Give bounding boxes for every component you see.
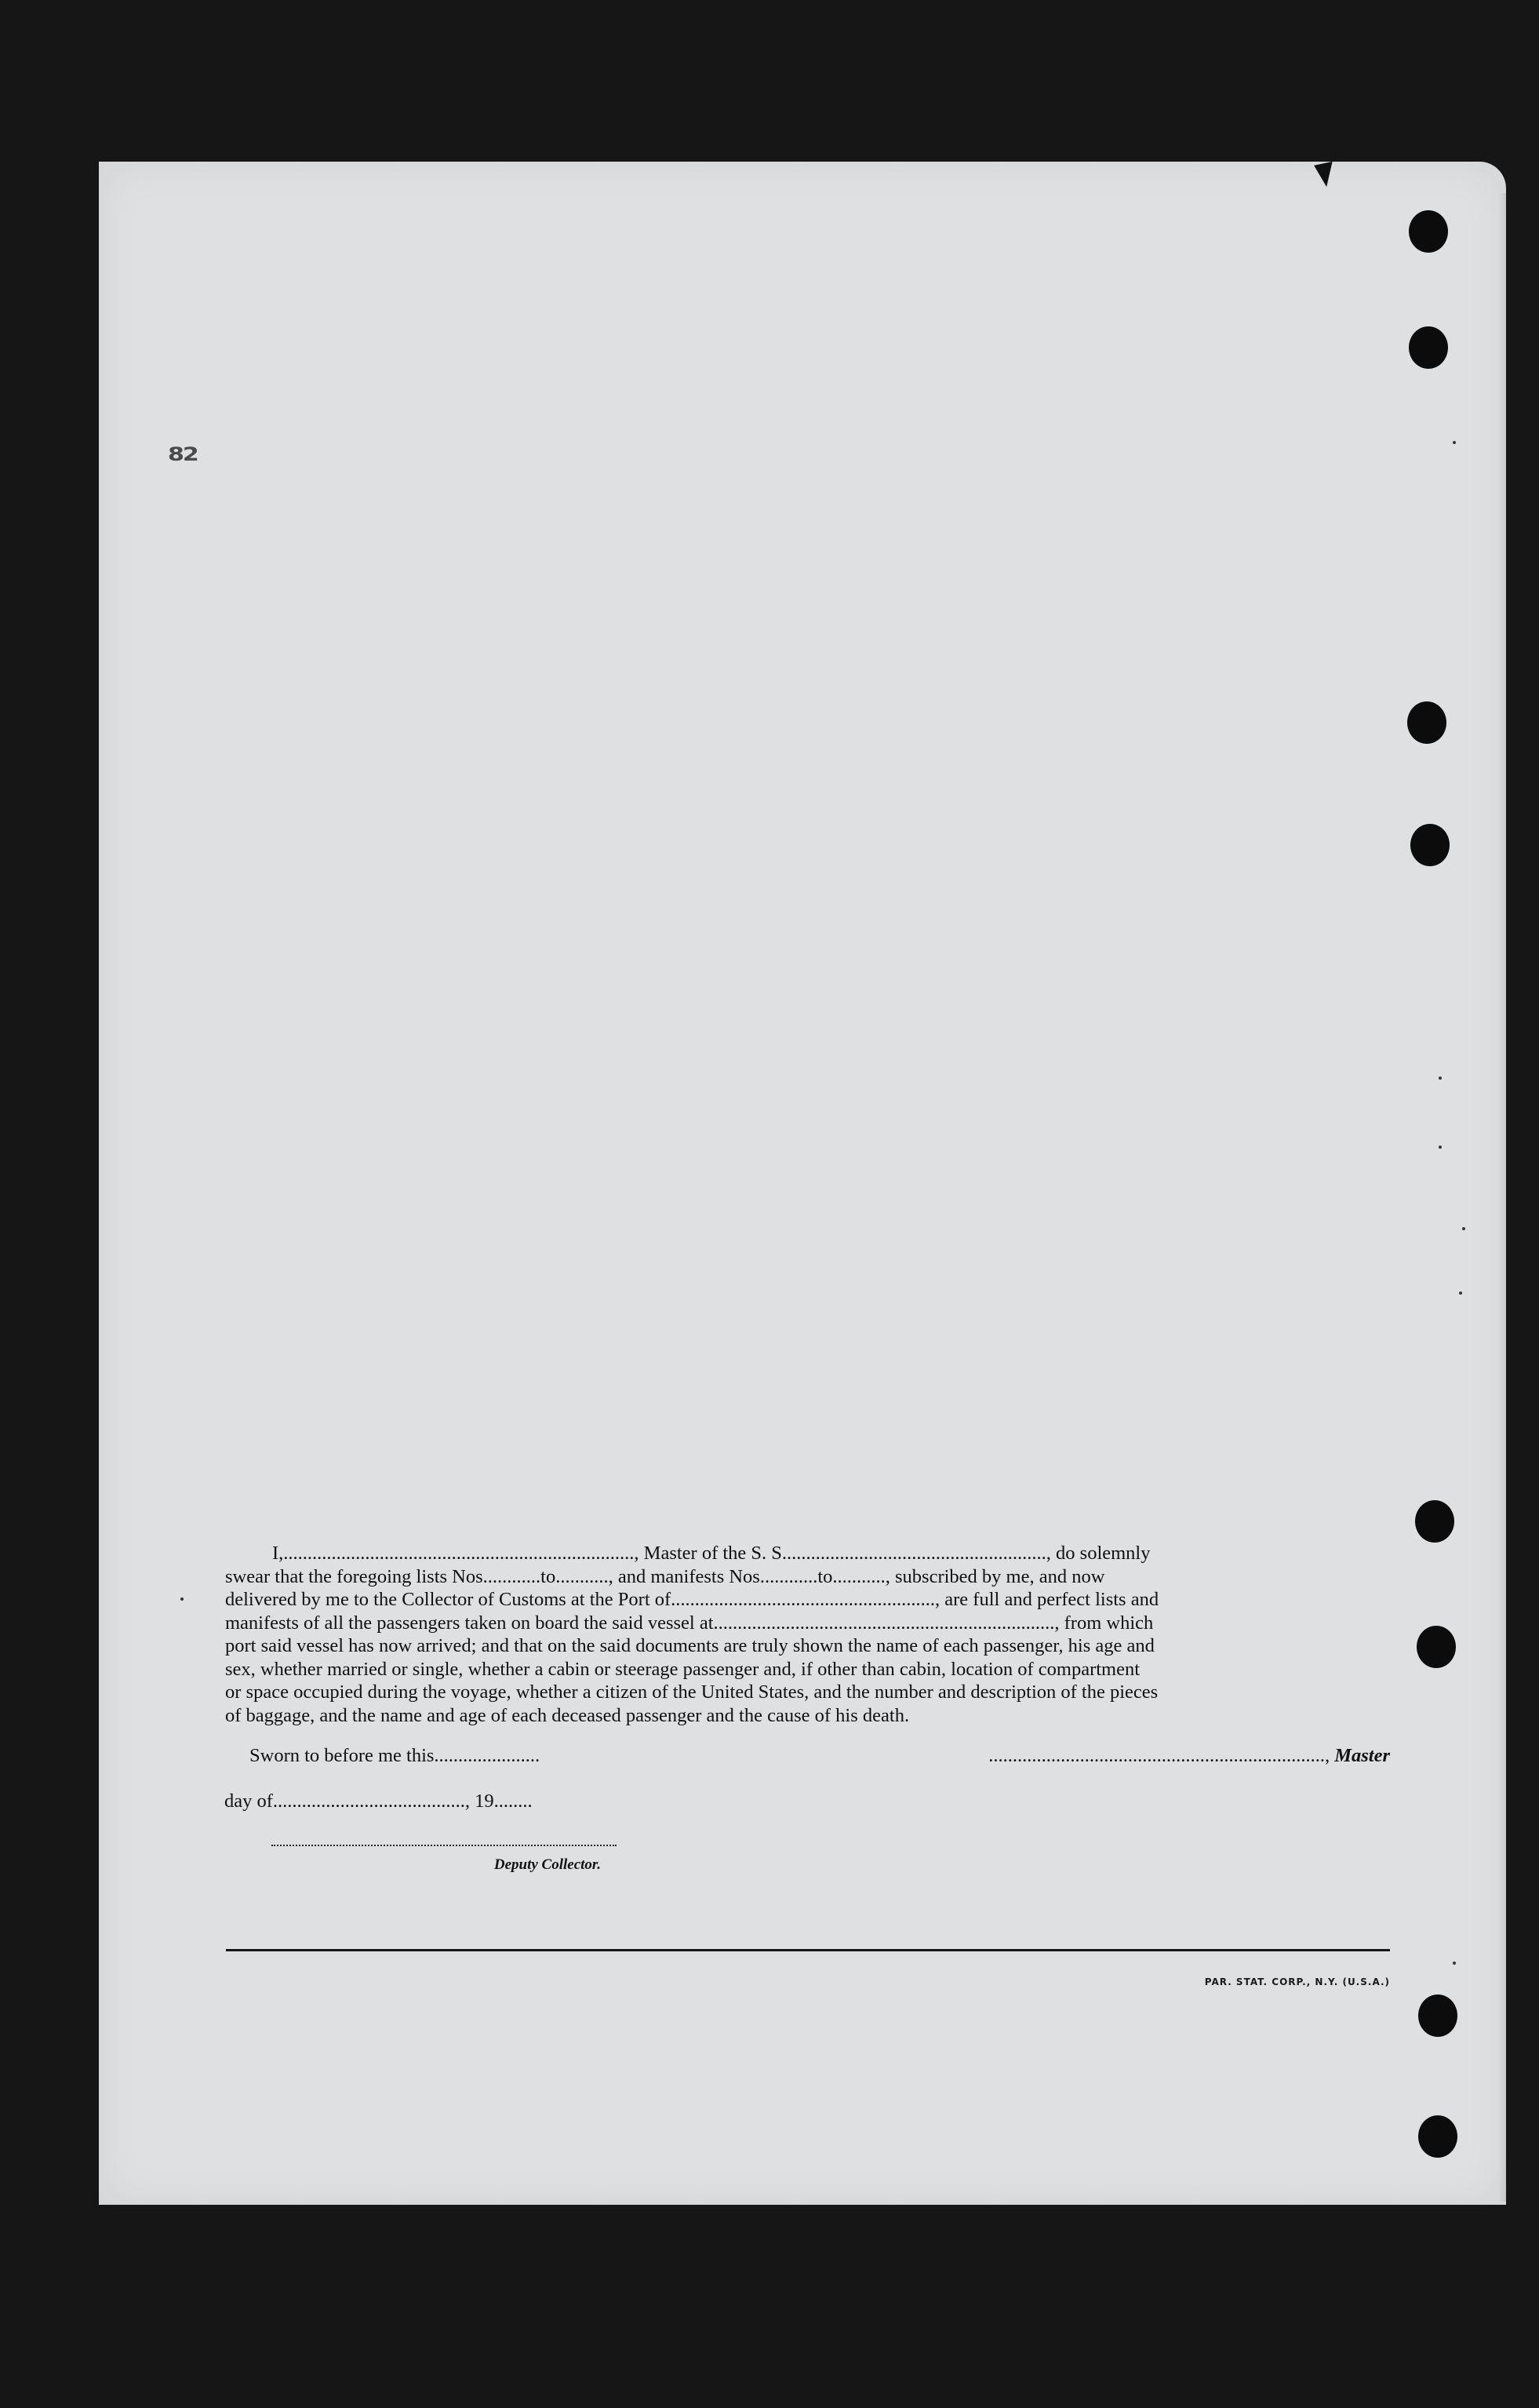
speck — [1439, 1146, 1442, 1149]
speck — [1439, 1076, 1442, 1080]
oath-paragraph — [225, 1542, 1391, 1727]
oath-line: sex, whether married or single, whether a cabin or steerage passenger and, if other than cabin, location of compartment — [225, 1658, 1141, 1680]
speck — [1462, 1227, 1465, 1230]
day-of-line: day of........................................, 19........ — [224, 1791, 533, 1812]
page-edge-shadow — [1498, 193, 1506, 2202]
deputy-collector-label: Deputy Collector. — [493, 1856, 601, 1873]
punch-hole — [1417, 1626, 1456, 1668]
master-label: Master — [1334, 1745, 1390, 1766]
punch-hole — [1418, 2115, 1457, 2158]
punch-hole — [1418, 1995, 1457, 2037]
speck — [1459, 1291, 1462, 1295]
manifest-page — [99, 162, 1506, 2205]
oath-line: swear that the foregoing lists Nos............to..........., and manifests Nos............to..........., subscribed by me, and now — [225, 1565, 1105, 1587]
margin-number: 82 — [168, 443, 198, 466]
punch-hole — [1409, 326, 1448, 369]
punch-hole — [1409, 210, 1448, 253]
speck — [1453, 1962, 1456, 1965]
oath-line: of baggage, and the name and age of each deceased passenger and the cause of his death. — [225, 1704, 910, 1726]
oath-line: port said vessel has now arrived; and that on the said documents are truly shown the name of each passenger, his age and — [225, 1635, 1155, 1656]
oath-line: or space occupied during the voyage, whether a citizen of the United States, and the number and description of the pieces — [225, 1681, 1159, 1703]
punch-hole — [1410, 824, 1450, 866]
sworn-before-line: Sworn to before me this...................... — [249, 1745, 540, 1766]
oath-line: I,........................................................................., Master of the S. S......................................................., do solemnly — [272, 1543, 1151, 1564]
oath-line: manifests of all the passengers taken on board the said vessel at......................................................................., from which — [225, 1612, 1154, 1634]
speck — [180, 1597, 184, 1601]
bottom-rule — [226, 1949, 1390, 1951]
deputy-signature-line — [271, 1845, 617, 1846]
master-signature-line — [910, 1745, 1390, 1767]
speck — [1453, 441, 1456, 444]
punch-hole — [1407, 701, 1446, 744]
oath-line: delivered by me to the Collector of Customs at the Port of......................................................., are full and perfect lists and — [225, 1589, 1159, 1610]
printer-imprint: PAR. STAT. CORP., N.Y. (U.S.A.) — [1204, 1976, 1390, 1987]
master-signature-dots: ......................................................................, — [988, 1745, 1330, 1766]
punch-hole — [1415, 1500, 1454, 1543]
